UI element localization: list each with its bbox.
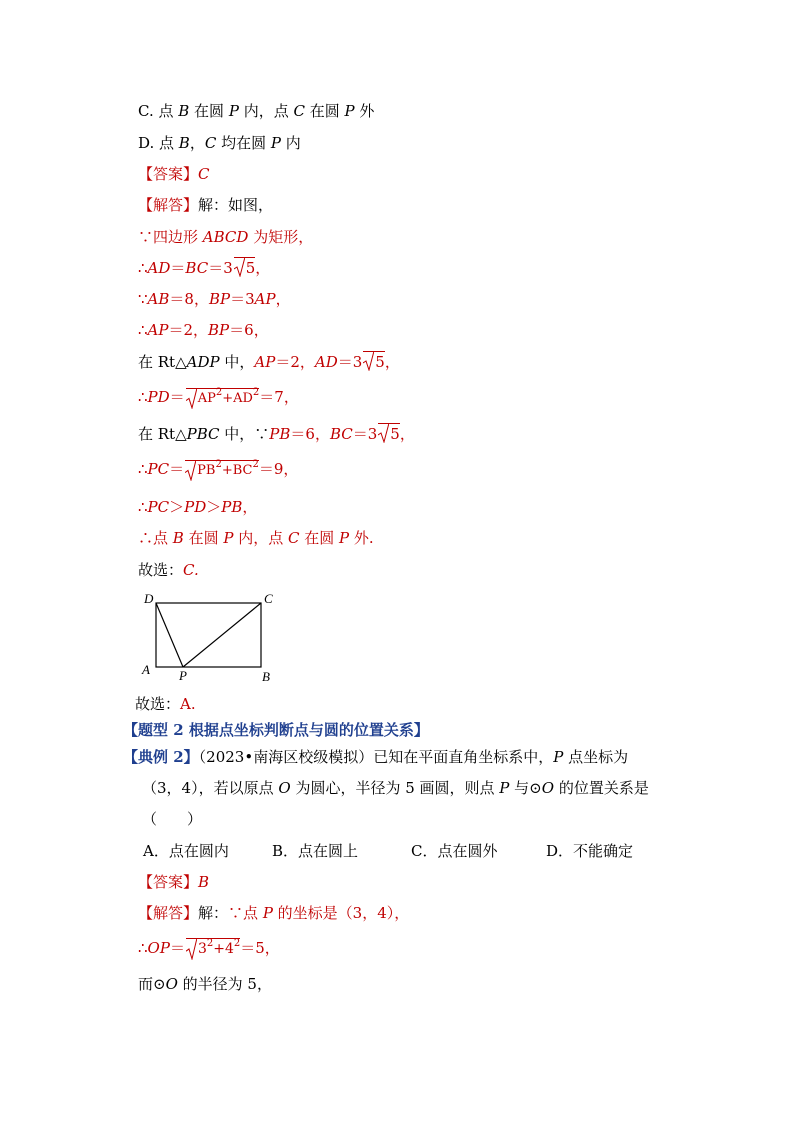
section-title: 【题型 2 根据点坐标判断点与圆的位置关系】 bbox=[123, 721, 429, 739]
solution-1-line-3: ∵AB＝8，BP＝3AP， bbox=[138, 290, 291, 308]
solution-1-line-5: 在 Rt△ADP 中，AP＝2，AD＝3 5， bbox=[138, 353, 400, 371]
label-a: A bbox=[142, 662, 150, 677]
solution-1-intro: 【解答】解：如图， bbox=[138, 196, 274, 214]
label-c: C bbox=[264, 591, 273, 606]
sqrt-symbol: 5 bbox=[363, 352, 385, 372]
solution-1-line-9: ∴PC＞PD＞PB， bbox=[138, 498, 258, 516]
label-p: P bbox=[179, 668, 187, 683]
option-c: C. 点 B 在圆 P 内，点 C 在圆 P 外 bbox=[138, 102, 375, 120]
sqrt-symbol: 5 bbox=[378, 424, 400, 444]
option-c2: C．点在圆外 bbox=[411, 842, 498, 860]
sqrt-symbol: 5 bbox=[234, 258, 256, 278]
solution-2-line-2: ∴OP＝ $3^2+4^2=5$， bbox=[138, 938, 280, 961]
solution-1-line-2: ∴AD＝BC＝3 5， bbox=[138, 259, 271, 277]
option-a: A．点在圆内 bbox=[143, 842, 229, 860]
label-d: D bbox=[144, 591, 154, 606]
example-2-line-2: （3，4），若以原点 O 为圆心，半径为 5 画圆，则点 P 与⊙O 的位置关系是 bbox=[142, 779, 649, 797]
solution-1-choice: 故选：C. bbox=[138, 561, 199, 579]
choice-2: 故选：A. bbox=[135, 695, 196, 713]
example-2-blank: （ ） bbox=[142, 810, 203, 828]
option-d: D. 点 B，C 均在圆 P 内 bbox=[138, 134, 301, 152]
option-d2: D．不能确定 bbox=[546, 842, 634, 860]
solution-1-line-8: ∴PC＝ $PB^2+BC^2=9$， bbox=[138, 459, 298, 482]
label-b: B bbox=[262, 669, 270, 684]
solution-1-line-6: ∴PD＝ $AP^2+AD^2=7$， bbox=[138, 387, 299, 410]
rectangle-figure bbox=[136, 586, 286, 686]
segment-dp bbox=[156, 603, 183, 667]
solution-2-line-3: 而⊙O 的半径为 5， bbox=[138, 975, 272, 993]
option-b: B．点在圆上 bbox=[272, 842, 359, 860]
answer-1: 【答案】C bbox=[138, 165, 210, 183]
segment-pc bbox=[183, 603, 261, 667]
solution-1-line-4: ∴AP＝2，BP＝6， bbox=[138, 321, 269, 339]
sqrt-symbol: $3^2+4^2$ bbox=[186, 939, 240, 961]
solution-1-line-10: ∴点 B 在圆 P 内，点 C 在圆 P 外. bbox=[138, 529, 374, 547]
sqrt-symbol: $PB^2+BC^2$ bbox=[185, 461, 259, 482]
answer-2: 【答案】B bbox=[138, 873, 210, 891]
solution-1-line-1: ∵四边形 ABCD 为矩形， bbox=[138, 228, 314, 246]
solution-2-line-1: 【解答】解：∵点 P 的坐标是（3，4）， bbox=[138, 904, 410, 922]
rectangle-abcd bbox=[156, 603, 261, 667]
solution-1-line-7: 在 Rt△PBC 中，∵PB＝6，BC＝3 5， bbox=[138, 425, 415, 443]
sqrt-symbol: $AP^2+AD^2$ bbox=[186, 389, 260, 410]
example-2-line-1: 【典例 2】（2023•南海区校级模拟）已知在平面直角坐标系中，P 点坐标为 bbox=[123, 748, 629, 766]
